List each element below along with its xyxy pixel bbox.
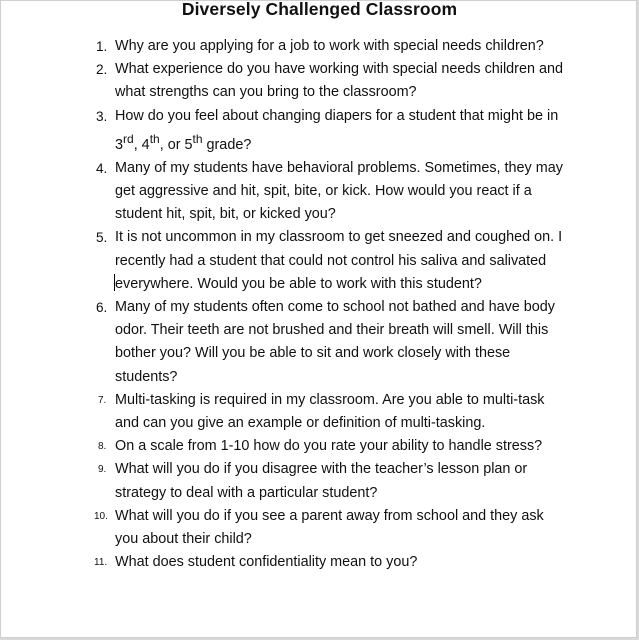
question-list <box>0 35 639 574</box>
q3-text-before: How do you feel about changing diapers for a student that might be in 3 <box>115 107 559 153</box>
list-item <box>0 35 565 58</box>
list-number: 7. <box>98 394 107 406</box>
q3-text-mid1: , 4 <box>133 136 150 153</box>
list-item <box>0 435 565 458</box>
question-text: What does student confidentiality mean to you? <box>115 554 418 571</box>
question-text: It is not uncommon in my classroom to get sneezed and coughed on. I recently had a student that could not control his saliva and salivated everywhere. Would you be able to work with this student? <box>115 229 563 292</box>
list-item <box>0 296 565 389</box>
list-number: 11. <box>94 557 108 569</box>
question-text: Many of my students often come to school not bathed and have body odor. Their teeth are not brushed and their breath will smell. Will this bother you? Will you be able to sit and work closely with these students? <box>115 299 555 385</box>
list-item <box>0 458 565 504</box>
q3-sup-th-1: th <box>149 131 160 146</box>
question-text: Multi-tasking is required in my classroom. Are you able to multi-task and can you give an example or definition of multi-tasking. <box>115 391 545 432</box>
list-number: 10. <box>94 510 108 522</box>
q3-text-mid2: , or 5 <box>159 136 193 153</box>
q3-text-after: grade? <box>202 136 252 153</box>
list-number: 4. <box>96 160 108 176</box>
list-number: 5. <box>96 230 108 246</box>
list-item <box>0 58 565 104</box>
list-item <box>0 105 565 157</box>
question-text: On a scale from 1-10 how do you rate your ability to handle stress? <box>115 438 543 455</box>
list-item <box>0 505 565 551</box>
question-text: What will you do if you see a parent away from school and they ask you about their child? <box>115 507 544 548</box>
question-text: What experience do you have working with special needs children and what strengths can you bring to the classroom? <box>115 61 563 101</box>
list-number: 1. <box>96 39 108 54</box>
list-number: 2. <box>96 62 108 78</box>
list-number: 6. <box>96 300 108 316</box>
question-text: Why are you applying for a job to work with special needs children? <box>115 38 544 54</box>
list-item <box>0 226 565 296</box>
question-text: What will you do if you disagree with the teacher’s lesson plan or strategy to deal with a particular student? <box>115 461 528 501</box>
list-item <box>0 551 565 574</box>
q3-sup-th-2: th <box>192 131 203 146</box>
list-number: 8. <box>98 441 107 453</box>
list-item <box>0 389 565 435</box>
list-number: 3. <box>96 108 108 124</box>
document-title: Diversely Challenged Classroom <box>181 0 458 19</box>
question-text-with-superscripts <box>115 105 565 157</box>
text-cursor <box>114 274 115 291</box>
question-text: Many of my students have behavioral problems. Sometimes, they may get aggressive and hit, spit, bite, or kick. How would you react if a student hit, spit, bit, or kicked you? <box>115 159 563 223</box>
q3-sup-rd: rd <box>123 131 134 146</box>
list-item <box>0 157 565 227</box>
list-number: 9. <box>98 464 107 476</box>
